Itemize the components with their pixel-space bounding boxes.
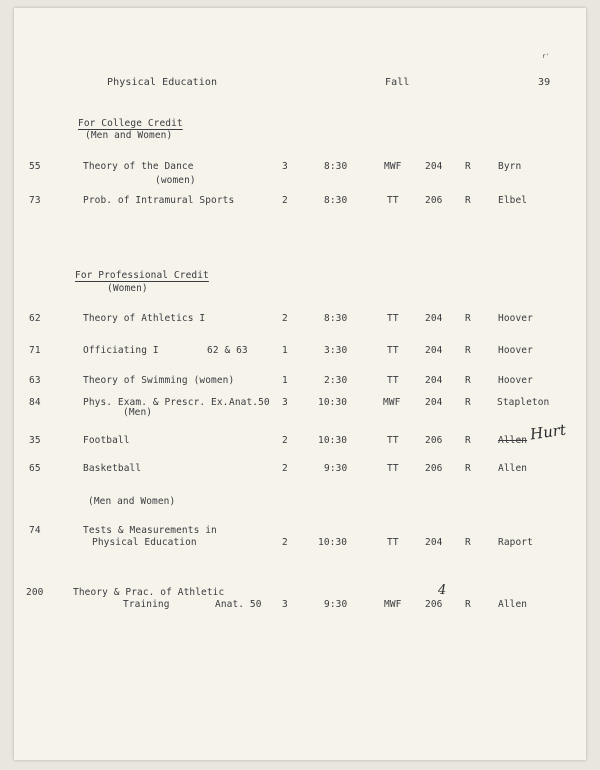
corner-mark: r'	[542, 53, 550, 60]
course-title: Phys. Exam. & Prescr. Ex.	[83, 397, 229, 408]
course-credits: 3	[282, 397, 288, 408]
course-prerequisite: Anat. 50	[215, 599, 262, 610]
course-days: TT	[387, 345, 399, 356]
course-credits: 3	[282, 599, 288, 610]
course-code: R	[465, 313, 471, 324]
course-credits: 2	[282, 435, 288, 446]
course-code: R	[465, 397, 471, 408]
department-heading: Physical Education	[107, 77, 218, 88]
course-instructor: Raport	[498, 537, 533, 548]
course-number: 71	[29, 345, 41, 356]
course-time: 8:30	[324, 195, 348, 206]
course-code: R	[465, 435, 471, 446]
course-code: R	[465, 345, 471, 356]
course-instructor: Hoover	[498, 313, 533, 324]
course-number: 35	[29, 435, 41, 446]
course-credits: 2	[282, 313, 288, 324]
course-note: (women)	[155, 175, 196, 186]
course-room: 206	[425, 435, 443, 446]
course-days: TT	[387, 537, 399, 548]
course-number: 73	[29, 195, 41, 206]
course-credits: 1	[282, 345, 288, 356]
course-credits: 2	[282, 537, 288, 548]
course-room: 204	[425, 397, 443, 408]
course-room: 206	[425, 599, 443, 610]
course-room: 204	[425, 313, 443, 324]
course-instructor: Allen	[498, 463, 528, 474]
course-credits: 2	[282, 195, 288, 206]
course-code: R	[465, 463, 471, 474]
section-subtitle: (Women)	[107, 283, 148, 294]
course-time: 3:30	[324, 345, 348, 356]
document-page	[14, 8, 586, 760]
course-instructor: Elbel	[498, 195, 528, 206]
course-number: 62	[29, 313, 41, 324]
course-instructor: Stapleton	[497, 397, 550, 408]
course-days: MWF	[384, 599, 402, 610]
course-title: Theory & Prac. of Athletic	[73, 587, 225, 598]
course-prerequisite: Anat.50	[229, 397, 270, 408]
course-days: TT	[387, 463, 399, 474]
course-number: 55	[29, 161, 41, 172]
course-room: 206	[425, 195, 443, 206]
course-code: R	[465, 195, 471, 206]
course-days: TT	[387, 195, 399, 206]
course-days: TT	[387, 435, 399, 446]
course-number: 63	[29, 375, 41, 386]
course-title-line2: Physical Education	[92, 537, 197, 548]
course-prerequisite: 62 & 63	[207, 345, 248, 356]
course-code: R	[465, 375, 471, 386]
handwritten-room-correction: 4	[438, 583, 447, 598]
section-subtitle: (Men and Women)	[88, 496, 176, 507]
course-room: 206	[425, 463, 443, 474]
course-note: (Men)	[123, 407, 153, 418]
course-title: Tests & Measurements in	[83, 525, 217, 536]
course-credits: 2	[282, 463, 288, 474]
course-title: Theory of Swimming (women)	[83, 375, 235, 386]
course-instructor: Hoover	[498, 345, 533, 356]
course-room: 204	[425, 375, 443, 386]
course-time: 10:30	[318, 397, 348, 408]
course-days: MWF	[383, 397, 401, 408]
course-time: 9:30	[324, 463, 348, 474]
section-title-professional-credit: For Professional Credit	[75, 270, 209, 281]
course-credits: 3	[282, 161, 288, 172]
course-time: 9:30	[324, 599, 348, 610]
course-time: 10:30	[318, 537, 348, 548]
course-title: Officiating I	[83, 345, 159, 356]
course-time: 8:30	[324, 313, 348, 324]
course-time: 2:30	[324, 375, 348, 386]
course-code: R	[465, 161, 471, 172]
course-title: Basketball	[83, 463, 142, 474]
course-instructor: Hoover	[498, 375, 533, 386]
course-number: 74	[29, 525, 41, 536]
course-instructor: Allen	[498, 599, 528, 610]
course-number: 65	[29, 463, 41, 474]
section-subtitle: (Men and Women)	[85, 130, 173, 141]
course-title: Prob. of Intramural Sports	[83, 195, 235, 206]
course-credits: 1	[282, 375, 288, 386]
course-room: 204	[425, 161, 443, 172]
handwritten-instructor: Hurt	[528, 420, 568, 444]
course-time: 10:30	[318, 435, 348, 446]
course-title: Football	[83, 435, 130, 446]
course-instructor: Byrn	[498, 161, 522, 172]
course-title: Theory of the Dance	[83, 161, 194, 172]
course-number: 84	[29, 397, 41, 408]
term-label: Fall	[385, 77, 410, 88]
page-number: 39	[538, 77, 551, 88]
course-days: TT	[387, 313, 399, 324]
course-time: 8:30	[324, 161, 348, 172]
course-instructor-struck: Allen	[498, 435, 528, 446]
course-title-line2: Training	[123, 599, 170, 610]
course-days: MWF	[384, 161, 402, 172]
course-code: R	[465, 537, 471, 548]
section-title-college-credit: For College Credit	[78, 118, 183, 129]
course-room: 204	[425, 537, 443, 548]
course-number: 200	[26, 587, 44, 598]
course-room: 204	[425, 345, 443, 356]
course-code: R	[465, 599, 471, 610]
course-title: Theory of Athletics I	[83, 313, 206, 324]
course-days: TT	[387, 375, 399, 386]
